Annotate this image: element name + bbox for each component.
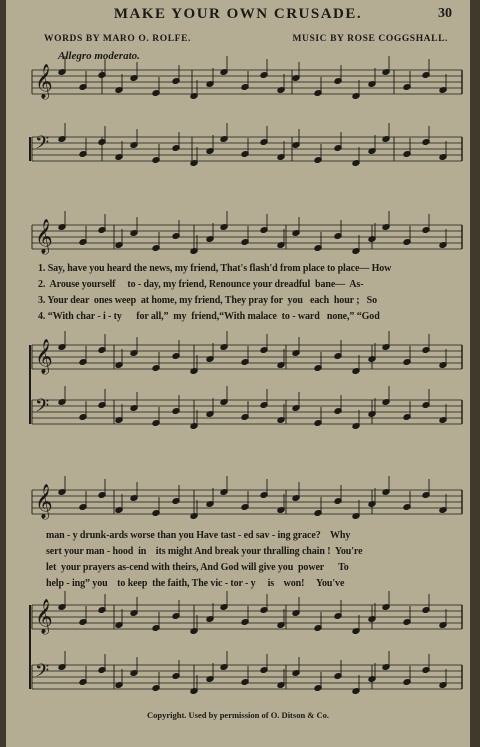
lyric-line-verse-1a: 1. Say, have you heard the news, my friend, That's flash'd from place to place— How (38, 263, 392, 274)
treble-clef-icon: 𝄞 (35, 339, 53, 374)
tempo-marking: Allegro moderato. (58, 50, 140, 62)
lyric-line-verse-2a: 2. Arouse yourself to - day, my friend, Renounce your dreadful bane— As- (38, 279, 364, 290)
song-title: MAKE YOUR OWN CRUSADE. (113, 6, 363, 22)
staff-refrain-melody (32, 490, 462, 514)
staff-verse-melody (32, 225, 462, 249)
music-notation (6, 0, 470, 747)
music-credit: MUSIC BY ROSE COGGSHALL. (292, 34, 448, 44)
words-credit: WORDS BY MARO O. ROLFE. (44, 34, 191, 44)
staff-refrain-bass (32, 665, 462, 689)
treble-clef-icon: 𝄞 (35, 599, 53, 634)
treble-clef-icon: 𝄞 (35, 64, 53, 99)
page-number: 30 (438, 6, 452, 21)
lyric-line-verse-3a: 3. Your dear ones weep at home, my friend, They pray for you each hour ; So (38, 295, 378, 306)
bass-clef-icon: 𝄢 (35, 661, 50, 686)
lyric-line-verse-3b: let your prayers as-cend with theirs, And God will give you power To (46, 562, 349, 573)
lyric-line-verse-2b: sert your man - hood in its might And break your thralling chain ! You're (46, 546, 363, 557)
bass-clef-icon: 𝄢 (35, 133, 50, 158)
staff-verse-bass (32, 400, 462, 424)
copyright-notice: Copyright. Used by permission of O. Ditson & Co. (146, 710, 330, 720)
treble-clef-icon: 𝄞 (35, 484, 53, 519)
staff-top-treble (32, 70, 462, 94)
staff-refrain-treble (32, 605, 462, 629)
lyric-line-verse-4a: 4. “With char - i - ty for all,” my friend,“With malace to - ward none,” “God (38, 311, 380, 322)
lyric-line-verse-4b: help - ing” you to keep the faith, The vic - tor - y is won! You've (46, 578, 345, 589)
hymn-page (6, 0, 470, 747)
staff-top-bass (32, 137, 462, 161)
staff-verse-treble (32, 345, 462, 369)
treble-clef-icon: 𝄞 (35, 219, 53, 254)
bass-clef-icon: 𝄢 (35, 396, 50, 421)
lyric-line-verse-1b: man - y drunk-ards worse than you Have tast - ed sav - ing grace? Why (46, 530, 351, 541)
